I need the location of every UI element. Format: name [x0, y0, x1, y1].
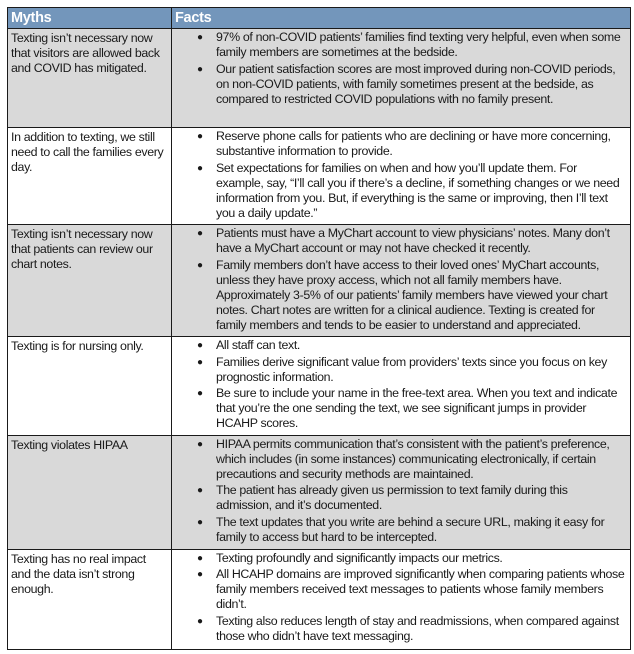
- bullet-icon: ●: [197, 552, 203, 564]
- facts-cell: [172, 29, 631, 128]
- fact-text: Patients must have a MyChart account to view physicians’ notes. Many don’t have a MyChart account or may not have checked it recently.: [216, 226, 610, 255]
- myth-cell: Texting is for nursing only.: [8, 337, 172, 436]
- bullet-icon: ●: [197, 615, 203, 627]
- facts-cell: [172, 337, 631, 436]
- fact-text: 97% of non-COVID patients’ families find texting very helpful, even when some family members are sometimes at the bedside.: [216, 30, 621, 59]
- bullet-icon: ●: [197, 340, 203, 351]
- facts-list: [172, 29, 630, 110]
- facts-cell: [172, 225, 631, 337]
- fact-item: [172, 226, 626, 256]
- fact-text: HIPAA permits communication that’s consistent with the patient’s preference, which includes (in some instances) communicating electronically, if certain precautions and security methods are maintained.: [216, 436, 610, 481]
- facts-cell: [172, 128, 631, 225]
- myth-cell: Texting isn’t necessary now that patients can review our chart notes.: [8, 225, 172, 337]
- table-row: [8, 225, 631, 337]
- table-row: [8, 337, 631, 436]
- myth-cell: Texting violates HIPAA: [8, 435, 172, 549]
- fact-text: Family members don’t have access to their loved ones’ MyChart accounts, unless they have proxy access, which not all family members have. Approximately 3-5% of our patients’ family members have viewed your chart notes. Chart notes are written for a clinical audience. Texting is created for family members and tends to be easier to understand and appreciated.: [216, 257, 608, 332]
- fact-item: [172, 515, 626, 545]
- fact-item: [172, 386, 626, 431]
- myth-cell: Texting has no real impact and the data isn’t strong enough.: [8, 549, 172, 649]
- facts-column-header: Facts: [172, 8, 631, 29]
- fact-item: [172, 567, 626, 612]
- bullet-icon: ●: [197, 388, 203, 399]
- bullet-icon: ●: [197, 131, 203, 142]
- bullet-icon: ●: [197, 438, 203, 450]
- fact-text: Reserve phone calls for patients who are declining or have more concerning, substantive information to provide.: [216, 129, 611, 158]
- myth-cell: Texting isn’t necessary now that visitors are allowed back and COVID has mitigated.: [8, 29, 172, 128]
- myths-facts-table: [7, 7, 631, 650]
- fact-item: [172, 483, 626, 513]
- fact-item: [172, 614, 626, 644]
- facts-cell: [172, 549, 631, 649]
- table-header-row: [8, 8, 631, 29]
- table-row: [8, 29, 631, 128]
- fact-item: [172, 551, 626, 566]
- facts-list: [172, 225, 630, 336]
- fact-text: Texting also reduces length of stay and readmissions, when compared against those who didn’t have text messaging.: [216, 613, 619, 643]
- facts-list: [172, 128, 630, 224]
- bullet-icon: ●: [197, 516, 203, 528]
- fact-item: [172, 437, 626, 482]
- fact-text: All HCAHP domains are improved significantly when comparing patients whose family members received text messages to patients whose family members didn’t.: [216, 567, 625, 611]
- table-row: [8, 128, 631, 225]
- fact-text: Families derive significant value from providers’ texts since you focus on key prognostic information.: [216, 354, 607, 384]
- bullet-icon: ●: [197, 228, 203, 239]
- fact-text: The text updates that you write are behind a secure URL, making it easy for family to access but hard to be intercepted.: [216, 514, 605, 544]
- fact-text: Be sure to include your name in the free-text area. When you text and indicate that you’re the one sending the text, we see significant jumps in provider HCAHP scores.: [216, 386, 618, 430]
- bullet-icon: ●: [197, 569, 203, 580]
- bullet-icon: ●: [197, 356, 203, 368]
- fact-item: [172, 258, 626, 333]
- facts-list: [172, 550, 630, 648]
- fact-text: All staff can text.: [216, 338, 301, 352]
- fact-item: [172, 62, 626, 107]
- fact-text: Our patient satisfaction scores are most improved during non-COVID periods, on non-COVID patients, with family sometimes present at the bedside, as compared to restricted COVID populations with no family present.: [216, 61, 616, 106]
- table-row: [8, 549, 631, 649]
- bullet-icon: ●: [197, 32, 203, 43]
- fact-item: [172, 338, 626, 353]
- facts-cell: [172, 435, 631, 549]
- myths-column-header: Myths: [8, 8, 172, 29]
- fact-text: Texting profoundly and significantly impacts our metrics.: [216, 550, 503, 565]
- fact-item: [172, 30, 626, 60]
- fact-item: [172, 355, 626, 385]
- myth-cell: In addition to texting, we still need to call the families every day.: [8, 128, 172, 225]
- fact-text: Set expectations for families on when and how you’ll update them. For example, say, “I’ll call you if there’s a decline, if something changes or we need information from you. But, if everything is the same or improving, then I’ll text you a daily update.”: [216, 160, 620, 220]
- bullet-icon: ●: [197, 162, 203, 174]
- facts-list: [172, 436, 630, 549]
- fact-text: The patient has already given us permission to text family during this admission, and it’s documented.: [216, 483, 568, 512]
- table-row: [8, 435, 631, 549]
- fact-item: [172, 161, 626, 221]
- bullet-icon: ●: [197, 259, 203, 271]
- fact-item: [172, 129, 626, 159]
- facts-list: [172, 337, 630, 435]
- bullet-icon: ●: [197, 485, 203, 496]
- bullet-icon: ●: [197, 63, 203, 75]
